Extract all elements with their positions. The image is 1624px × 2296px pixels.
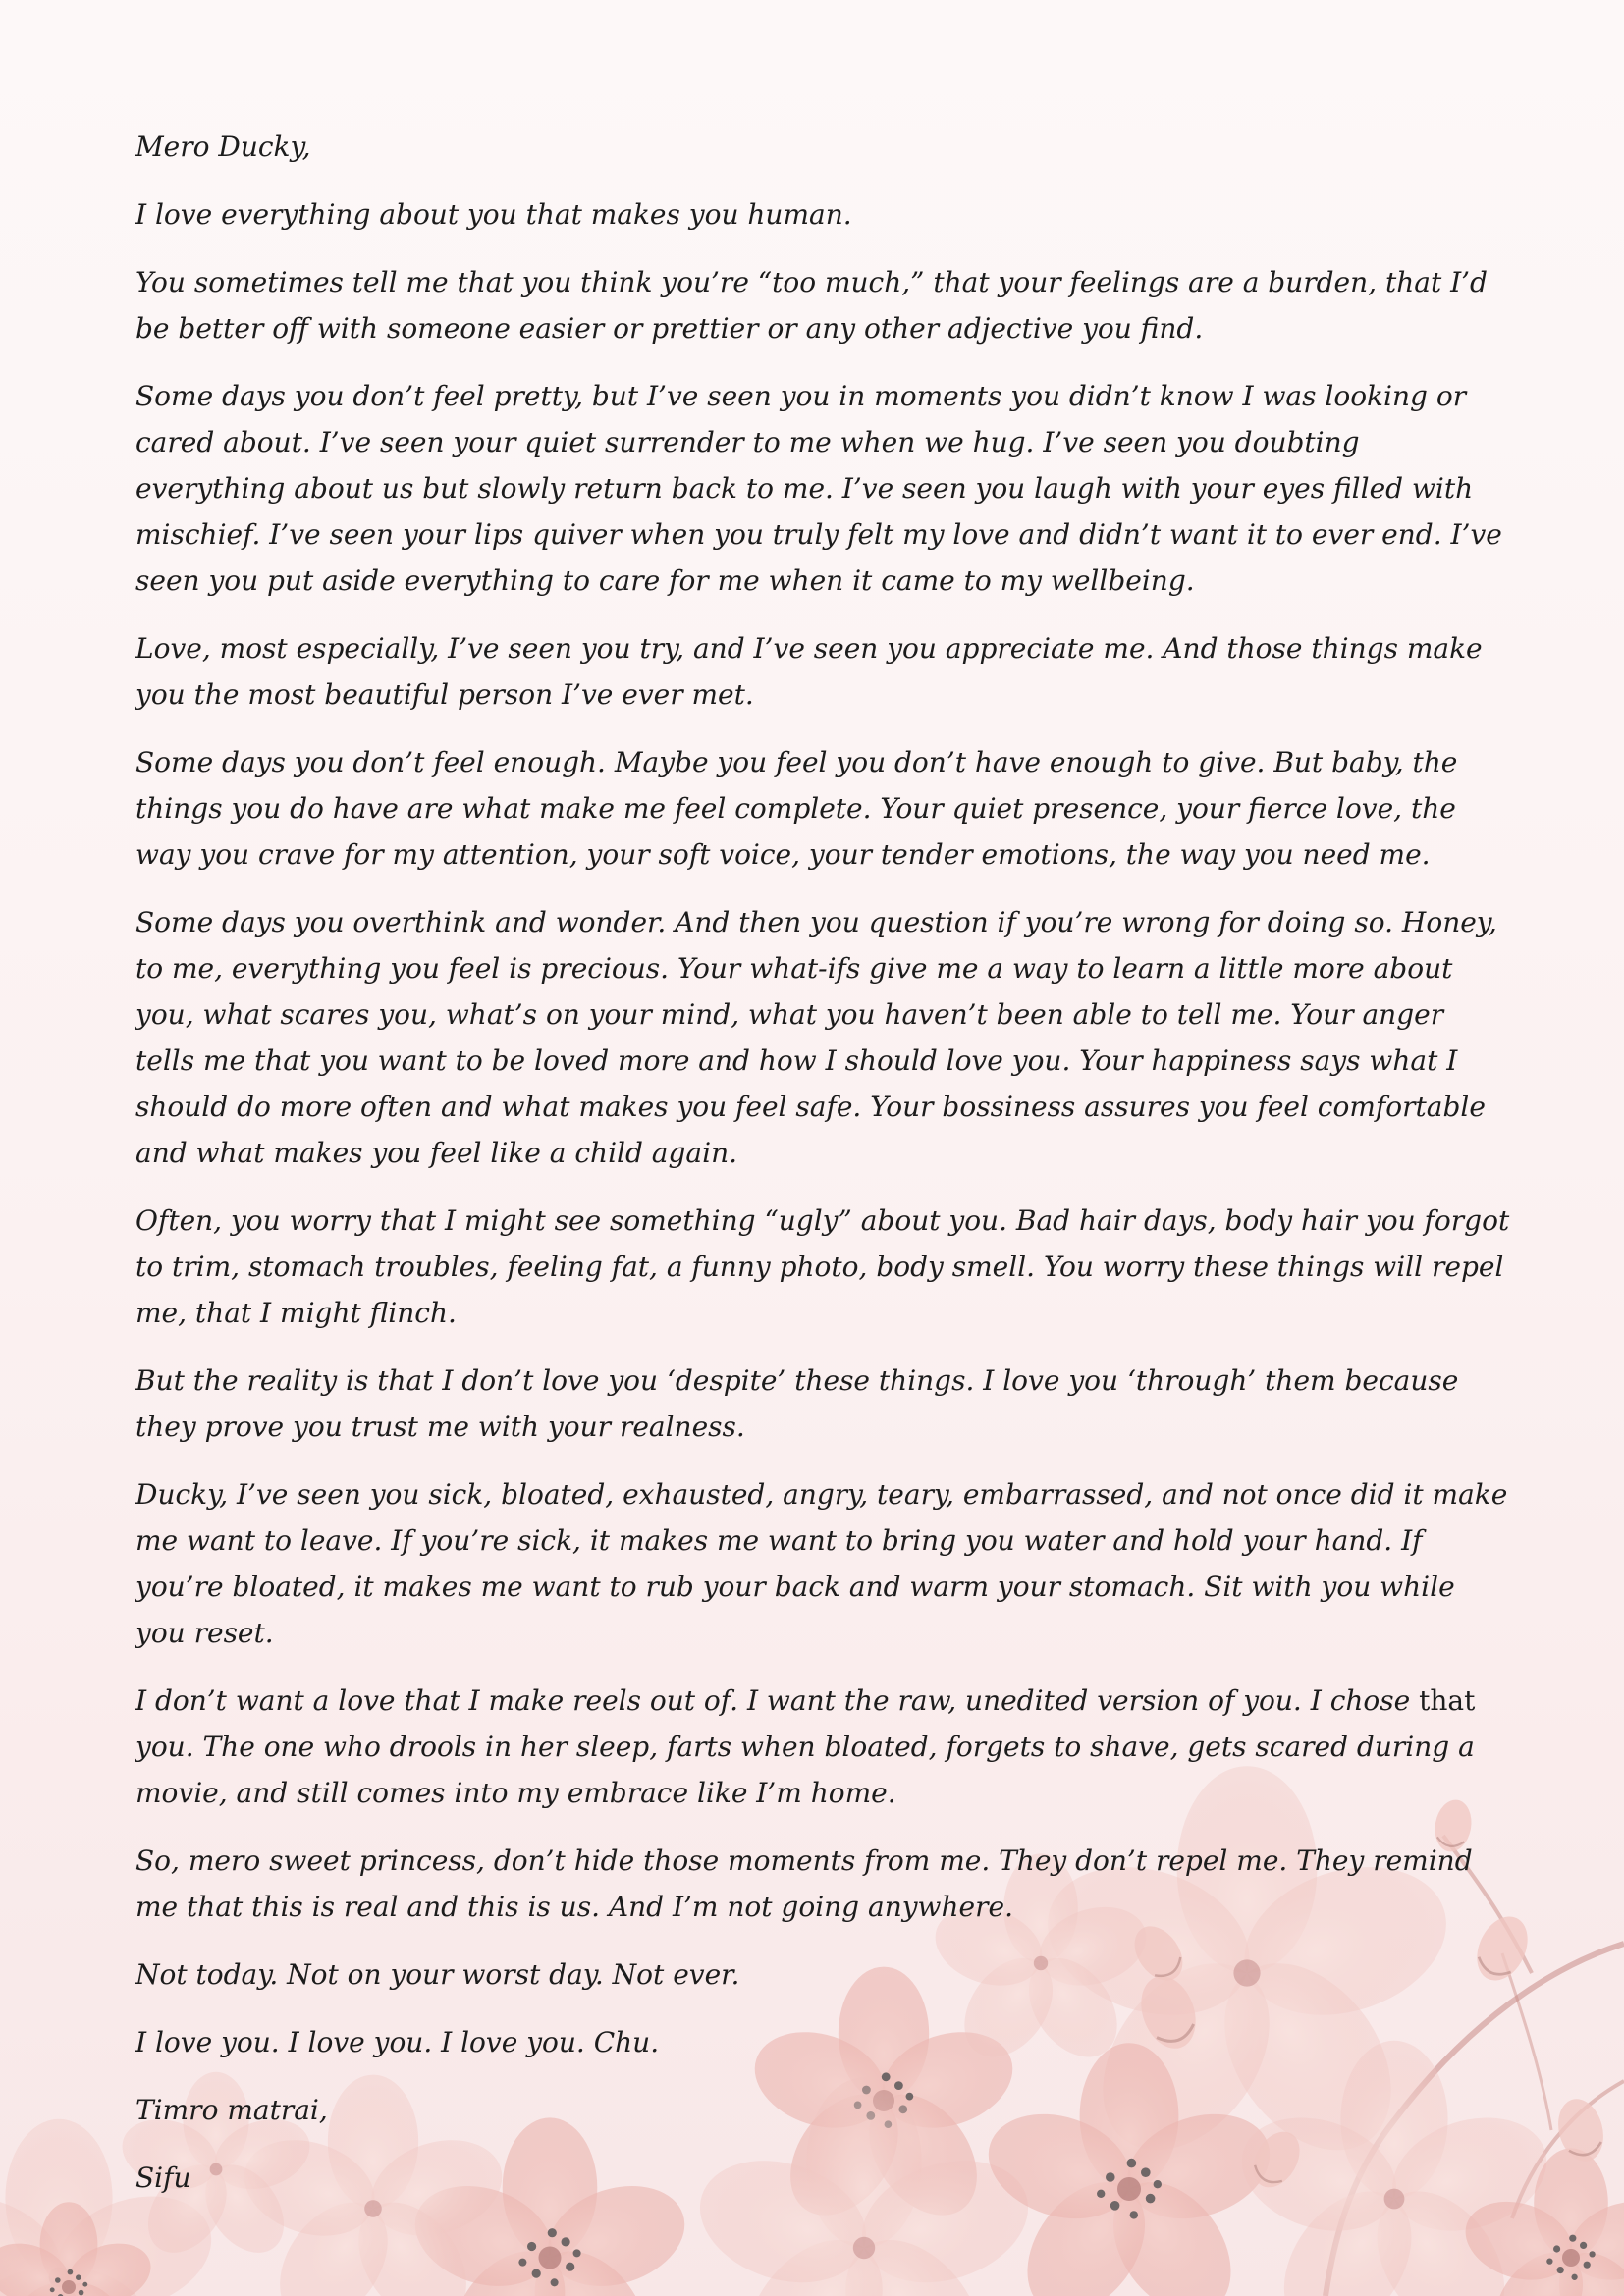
paragraph-9: Ducky, I’ve seen you sick, bloated, exhausted, angry, teary, embarrassed, and not once did it make me want to leave. If you’re sick, it makes me want to bring you water and hold your hand. If you’re bloated, it makes me want to rub your back and warm your stomach. Sit with you while you reset.: [135, 1478, 1508, 1649]
signature: Sifu: [135, 2162, 191, 2194]
paragraph-1: I love everything about you that makes you human.: [135, 198, 852, 231]
salutation: Mero Ducky,: [135, 131, 311, 163]
reels-text-after: you. The one who drools in her sleep, farts when bloated, forgets to shave, gets scared during a movie, and still comes into my embrace like I’m home.: [135, 1731, 1475, 1809]
paragraph-4: Love, most especially, I’ve seen you try, and I’ve seen you appreciate me. And those things make you the most beautiful person I’ve ever met.: [135, 632, 1483, 711]
paragraph-11: So, mero sweet princess, don’t hide those moments from me. They don’t repel me. They remind me that this is real and this is us. And I’m not going anywhere.: [135, 1844, 1473, 1923]
letter-body: [135, 124, 1510, 2222]
paragraph-8: But the reality is that I don’t love you ‘despite’ these things. I love you ‘through’ them because they prove you trust me with your realness.: [135, 1364, 1459, 1443]
paragraph-12: Not today. Not on your worst day. Not ever.: [135, 1958, 740, 1991]
paragraph-3: Some days you don’t feel pretty, but I’ve seen you in moments you didn’t know I was looking or cared about. I’ve seen your quiet surrender to me when we hug. I’ve seen you doubting everything about us but slowly return back to me. I’ve seen you laugh with your eyes filled with mischief. I’ve seen your lips quiver when you truly felt my love and didn’t want it to ever end. I’ve seen you put aside everything to care for me when it came to my wellbeing.: [135, 380, 1502, 597]
paragraph-7: Often, you worry that I might see something “ugly” about you. Bad hair days, body hair you forgot to trim, stomach troubles, feeling fat, a funny photo, body smell. You worry these things will repel me, that I might flinch.: [135, 1204, 1510, 1329]
reels-emphasis: that: [1419, 1684, 1476, 1717]
paragraph-5: Some days you don’t feel enough. Maybe you feel you don’t have enough to give. But baby, the things you do have are what make me feel complete. Your quiet presence, your fierce love, the way you crave for my attention, your soft voice, your tender emotions, the way you need me.: [135, 746, 1458, 871]
paragraph-2: You sometimes tell me that you think you’re “too much,” that your feelings are a burden, that I’d be better off with someone easier or prettier or any other adjective you find.: [135, 266, 1488, 345]
sign-off: Timro matrai,: [135, 2094, 328, 2126]
reels-text-before: I don’t want a love that I make reels out of. I want the raw, unedited version of you. I chose: [135, 1684, 1411, 1717]
paragraph-reels: [135, 1678, 1510, 1816]
paragraph-6: Some days you overthink and wonder. And then you question if you’re wrong for doing so. Honey, to me, everything you feel is precious. Your what-ifs give me a way to learn a little more about you, what scares you, what’s on your mind, what you haven’t been able to tell me. Your anger tells me that you want to be loved more and how I should love you. Your happiness says what I should do more often and what makes you feel safe. Your bossiness assures you feel comfortable and what makes you feel like a child again.: [135, 906, 1497, 1169]
paragraph-13: I love you. I love you. I love you. Chu.: [135, 2026, 660, 2058]
